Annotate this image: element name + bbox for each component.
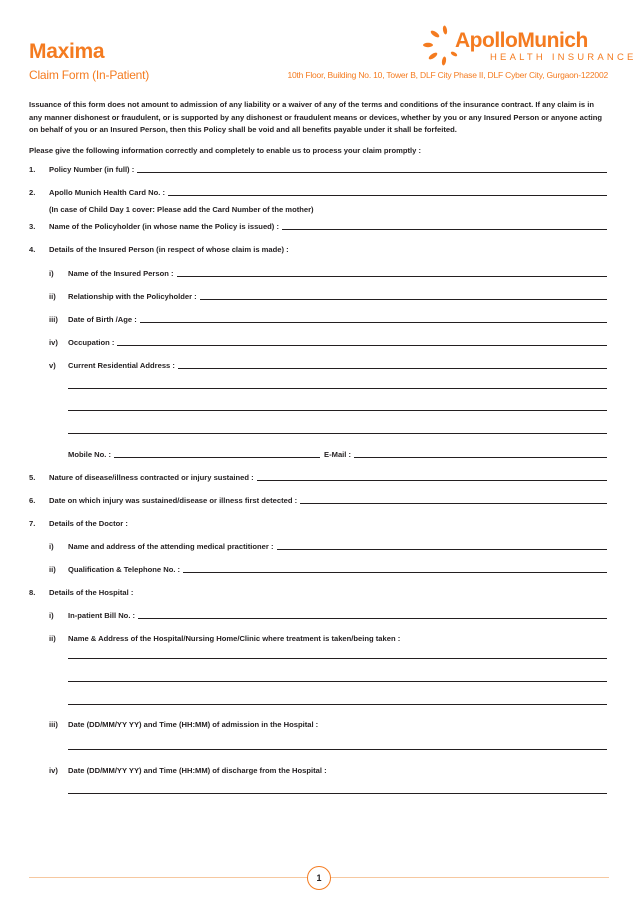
field-number: ii) <box>49 565 56 574</box>
mobile-input[interactable] <box>114 457 320 458</box>
page-number: 1 <box>307 866 331 890</box>
field-contact <box>68 450 607 459</box>
email-input[interactable] <box>354 457 607 458</box>
bill-number-input[interactable] <box>138 618 607 619</box>
field-label: Current Residential Address : <box>68 361 175 370</box>
form-title: Maxima <box>29 40 105 63</box>
brand-logo-text: ApolloMunich <box>455 29 588 52</box>
instruction-text: Please give the following information correctly and completely to enable us to process your claim promptly : <box>29 146 422 155</box>
field-label: Apollo Munich Health Card No. : <box>49 188 166 197</box>
child-cover-note: (In case of Child Day 1 cover: Please add the Card Number of the mother) <box>49 205 314 214</box>
field-health-card-number <box>29 188 607 197</box>
field-doctor-name-address <box>49 542 607 551</box>
address-input-line-3[interactable] <box>68 410 607 411</box>
section-doctor <box>29 519 607 528</box>
field-bill-number <box>49 611 607 620</box>
field-number: 6. <box>29 496 36 505</box>
field-admission-date <box>49 720 607 729</box>
field-number: 4. <box>29 245 36 254</box>
section-hospital <box>29 588 607 597</box>
insured-name-input[interactable] <box>177 276 608 277</box>
doctor-name-address-input[interactable] <box>277 549 608 550</box>
hospital-address-input-line-1[interactable] <box>68 658 607 659</box>
field-label: Name of the Policyholder (in whose name the Policy is issued) : <box>49 222 279 231</box>
field-insured-name <box>49 269 607 278</box>
field-label: Name of the Insured Person : <box>68 269 174 278</box>
field-relationship <box>49 292 607 301</box>
policyholder-name-input[interactable] <box>282 229 607 230</box>
field-number: 1. <box>29 165 36 174</box>
field-occupation <box>49 338 607 347</box>
nature-of-illness-input[interactable] <box>257 480 607 481</box>
field-number: iv) <box>49 766 58 775</box>
field-hospital-name-address <box>49 634 607 643</box>
field-number: ii) <box>49 634 56 643</box>
admission-date-input[interactable] <box>68 749 607 750</box>
relationship-input[interactable] <box>200 299 607 300</box>
field-label: In-patient Bill No. : <box>68 611 136 620</box>
section-label: Details of the Hospital : <box>49 588 134 597</box>
field-doctor-qualification <box>49 565 607 574</box>
address-input-line-1[interactable] <box>178 368 607 369</box>
field-number: 3. <box>29 222 36 231</box>
field-number: 8. <box>29 588 36 597</box>
field-number: 2. <box>29 188 36 197</box>
field-number: 5. <box>29 473 36 482</box>
field-residential-address <box>49 361 607 370</box>
field-number: 7. <box>29 519 36 528</box>
field-number: ii) <box>49 292 56 301</box>
section-label: Details of the Insured Person (in respect of whose claim is made) : <box>49 245 289 254</box>
field-label: Name & Address of the Hospital/Nursing Home/Clinic where treatment is taken/being taken : <box>68 634 401 643</box>
form-subtitle: Claim Form (In-Patient) <box>29 68 150 82</box>
injury-date-input[interactable] <box>300 503 607 504</box>
email-label: E-Mail : <box>324 450 352 459</box>
field-label: Date (DD/MM/YY YY) and Time (HH:MM) of discharge from the Hospital : <box>68 766 327 775</box>
discharge-date-input[interactable] <box>68 793 607 794</box>
field-number: i) <box>49 269 54 278</box>
section-insured-person <box>29 245 607 254</box>
field-label: Qualification & Telephone No. : <box>68 565 181 574</box>
health-card-number-input[interactable] <box>168 195 607 196</box>
field-number: iv) <box>49 338 58 347</box>
field-discharge-date <box>49 766 607 775</box>
address-input-line-4[interactable] <box>68 433 607 434</box>
field-number: iii) <box>49 720 58 729</box>
doctor-qualification-input[interactable] <box>183 572 607 573</box>
section-label: Details of the Doctor : <box>49 519 128 528</box>
field-nature-of-illness <box>29 473 607 482</box>
hospital-address-input-line-2[interactable] <box>68 681 607 682</box>
field-number: v) <box>49 361 56 370</box>
field-policyholder-name <box>29 222 607 231</box>
company-address: 10th Floor, Building No. 10, Tower B, DLF City Phase II, DLF Cyber City, Gurgaon-122002 <box>287 70 608 80</box>
date-of-birth-input[interactable] <box>140 322 607 323</box>
brand-logo-subtext: HEALTH INSURANCE <box>490 52 637 63</box>
field-policy-number <box>29 165 607 174</box>
field-number: i) <box>49 542 54 551</box>
occupation-input[interactable] <box>117 345 607 346</box>
field-label: Date (DD/MM/YY YY) and Time (HH:MM) of admission in the Hospital : <box>68 720 319 729</box>
field-label: Date of Birth /Age : <box>68 315 137 324</box>
field-label: Name and address of the attending medical practitioner : <box>68 542 274 551</box>
field-label: Occupation : <box>68 338 115 347</box>
field-number: iii) <box>49 315 58 324</box>
field-label: Policy Number (in full) : <box>49 165 135 174</box>
field-label: Relationship with the Policyholder : <box>68 292 197 301</box>
address-input-line-2[interactable] <box>68 388 607 389</box>
hospital-address-input-line-3[interactable] <box>68 704 607 705</box>
mobile-label: Mobile No. : <box>68 450 112 459</box>
policy-number-input[interactable] <box>137 172 607 173</box>
field-label: Nature of disease/illness contracted or injury sustained : <box>49 473 254 482</box>
field-number: i) <box>49 611 54 620</box>
disclaimer-text: Issuance of this form does not amount to admission of any liability or a waiver of any of the terms and conditions of the insurance contract. If any claim is in any manner dishonest or fraudulent, or is supported by any dishonest or fraudulent means or devices, whether by you or any Insured Person or anyone acting on behalf of you or an Insured Person, then this Policy shall be void and all benefits payable under it shall be forfeited. <box>29 100 603 135</box>
field-date-of-birth <box>49 315 607 324</box>
field-injury-date <box>29 496 607 505</box>
field-label: Date on which injury was sustained/disease or illness first detected : <box>49 496 298 505</box>
